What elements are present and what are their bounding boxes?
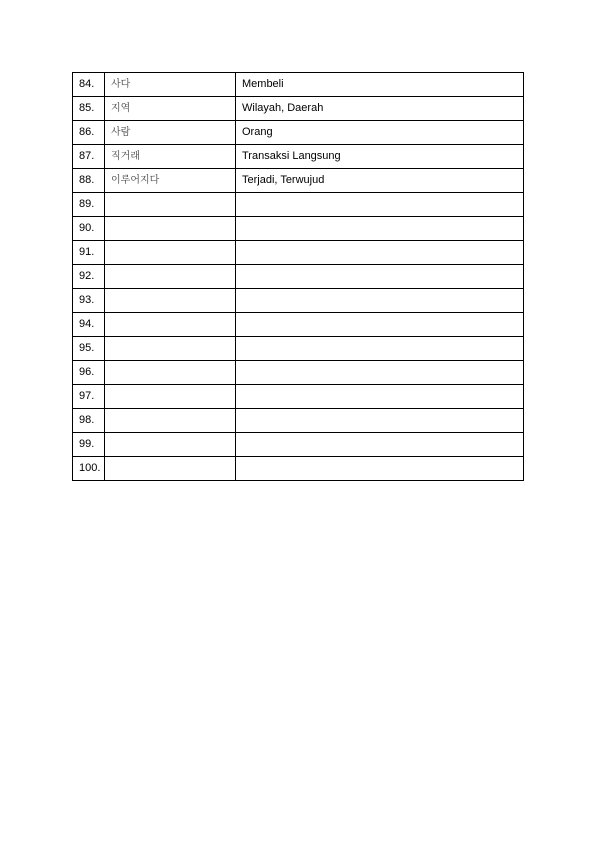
korean-word — [105, 193, 236, 217]
table-row — [73, 97, 524, 121]
indonesian-meaning: Terjadi, Terwujud — [236, 169, 524, 193]
indonesian-meaning — [236, 289, 524, 313]
row-number: 97. — [73, 385, 105, 409]
row-number: 90. — [73, 217, 105, 241]
table-row — [73, 385, 524, 409]
row-number: 89. — [73, 193, 105, 217]
table-row — [73, 409, 524, 433]
vocabulary-table-body — [73, 73, 524, 481]
korean-word — [105, 409, 236, 433]
indonesian-meaning — [236, 385, 524, 409]
table-row — [73, 337, 524, 361]
table-row — [73, 433, 524, 457]
table-row — [73, 145, 524, 169]
table-row — [73, 457, 524, 481]
row-number: 98. — [73, 409, 105, 433]
korean-word — [105, 265, 236, 289]
korean-word — [105, 241, 236, 265]
indonesian-meaning — [236, 265, 524, 289]
indonesian-meaning — [236, 457, 524, 481]
indonesian-meaning — [236, 409, 524, 433]
indonesian-meaning: Membeli — [236, 73, 524, 97]
row-number: 85. — [73, 97, 105, 121]
indonesian-meaning — [236, 337, 524, 361]
indonesian-meaning — [236, 241, 524, 265]
row-number: 96. — [73, 361, 105, 385]
indonesian-meaning — [236, 433, 524, 457]
indonesian-meaning — [236, 217, 524, 241]
korean-word: 지역 — [105, 97, 236, 121]
table-row — [73, 313, 524, 337]
indonesian-meaning: Wilayah, Daerah — [236, 97, 524, 121]
korean-word — [105, 337, 236, 361]
indonesian-meaning — [236, 193, 524, 217]
row-number: 87. — [73, 145, 105, 169]
row-number: 88. — [73, 169, 105, 193]
row-number: 100. — [73, 457, 105, 481]
korean-word — [105, 289, 236, 313]
table-row — [73, 289, 524, 313]
table-row — [73, 265, 524, 289]
table-row — [73, 121, 524, 145]
indonesian-meaning: Orang — [236, 121, 524, 145]
korean-word: 이루어지다 — [105, 169, 236, 193]
indonesian-meaning — [236, 313, 524, 337]
row-number: 86. — [73, 121, 105, 145]
table-row — [73, 241, 524, 265]
indonesian-meaning — [236, 361, 524, 385]
korean-word: 사다 — [105, 73, 236, 97]
row-number: 94. — [73, 313, 105, 337]
korean-word — [105, 361, 236, 385]
korean-word — [105, 457, 236, 481]
row-number: 92. — [73, 265, 105, 289]
row-number: 91. — [73, 241, 105, 265]
korean-word — [105, 313, 236, 337]
row-number: 84. — [73, 73, 105, 97]
row-number: 95. — [73, 337, 105, 361]
korean-word — [105, 433, 236, 457]
vocabulary-table — [72, 72, 524, 481]
row-number: 99. — [73, 433, 105, 457]
indonesian-meaning: Transaksi Langsung — [236, 145, 524, 169]
table-row — [73, 217, 524, 241]
table-row — [73, 193, 524, 217]
korean-word: 사람 — [105, 121, 236, 145]
table-row — [73, 169, 524, 193]
korean-word: 직거래 — [105, 145, 236, 169]
table-row — [73, 73, 524, 97]
korean-word — [105, 217, 236, 241]
table-row — [73, 361, 524, 385]
row-number: 93. — [73, 289, 105, 313]
korean-word — [105, 385, 236, 409]
